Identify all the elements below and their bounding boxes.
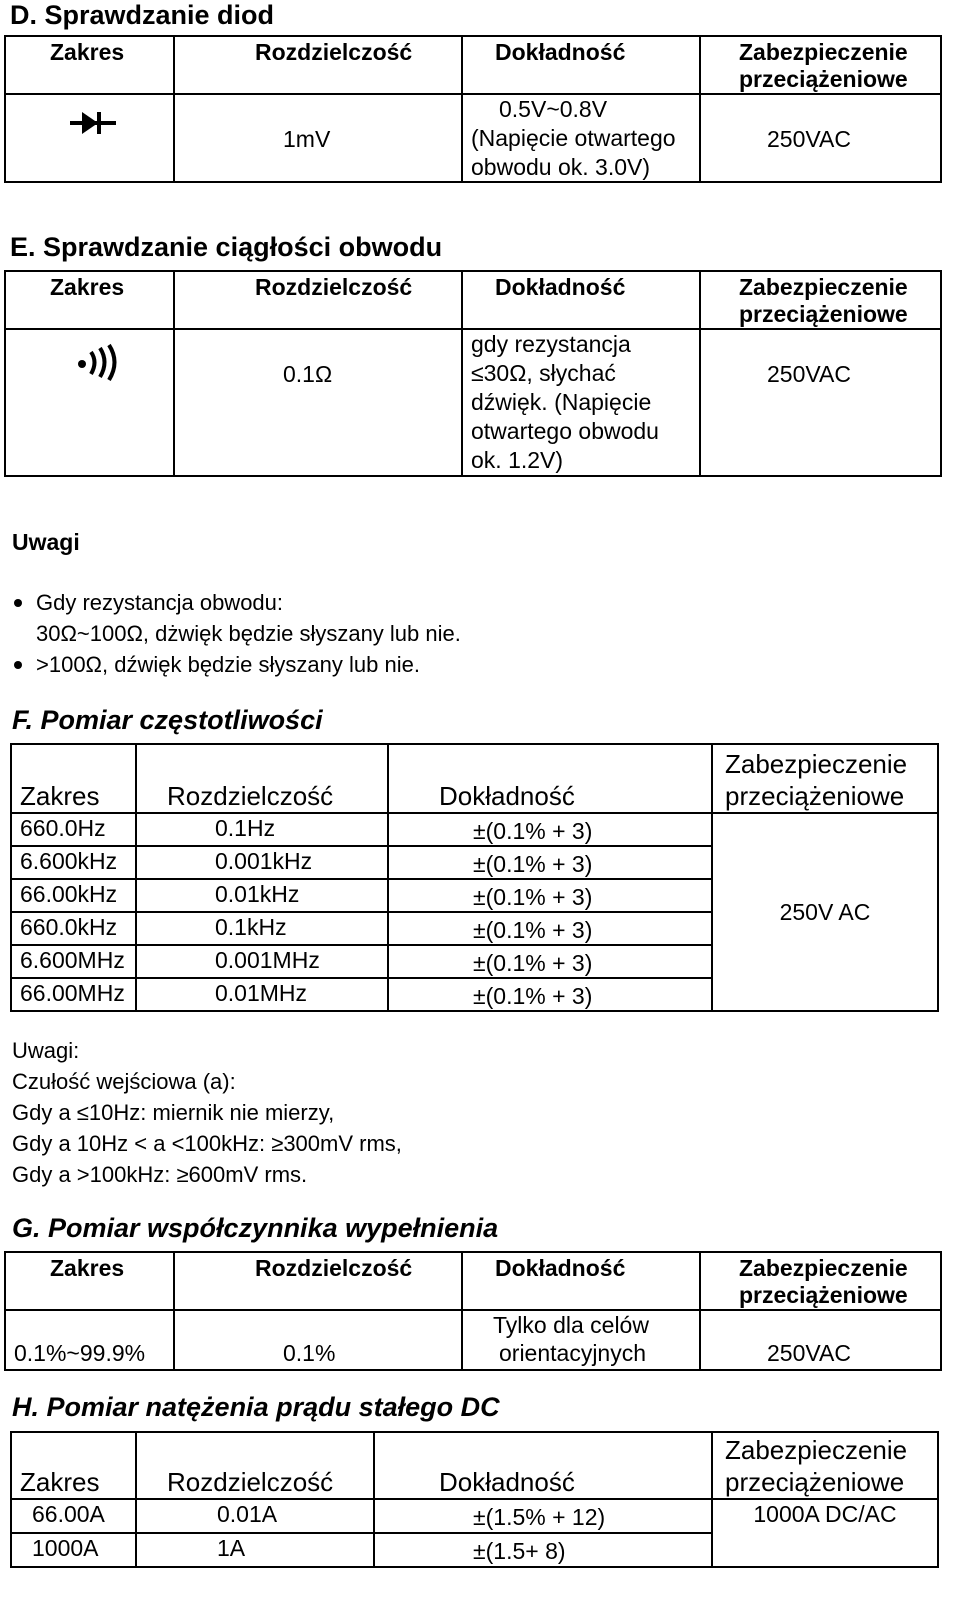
header-protection-2: przeciążeniowe	[739, 1282, 908, 1308]
header-accuracy: Dokładność	[495, 39, 626, 65]
header-protection-2: przeciążeniowe	[739, 66, 908, 92]
header-accuracy: Dokładność	[495, 274, 626, 300]
header-resolution: Rozdzielczość	[255, 39, 413, 65]
continuity-resolution: 0.1Ω	[283, 361, 333, 387]
header-protection: Zabezpieczenie	[725, 749, 908, 779]
diode-icon	[68, 109, 118, 137]
header-range: Zakres	[20, 1467, 100, 1497]
section-g-title: G. Pomiar współczynnika wypełnienia	[12, 1213, 499, 1243]
header-cell	[5, 36, 174, 94]
table-cell	[136, 978, 388, 1011]
notes2-line-5: Gdy a >100kHz: ≥600mV rms.	[12, 1162, 308, 1187]
header-cell	[136, 1432, 374, 1499]
header-accuracy: Dokładność	[439, 1467, 575, 1497]
header-protection: Zabezpieczenie	[739, 39, 908, 65]
header-resolution: Rozdzielczość	[167, 1467, 334, 1497]
table-cell	[712, 1499, 938, 1567]
section-f-title: F. Pomiar częstotliwości	[12, 705, 323, 735]
header-protection-2: przeciążeniowe	[739, 301, 908, 327]
section-e-title: E. Sprawdzanie ciągłości obwodu	[10, 232, 443, 262]
freq-accuracy-6: ±(0.1% + 3)	[473, 983, 593, 1009]
table-row	[11, 1533, 136, 1567]
section-d-title: D. Sprawdzanie diod	[10, 0, 275, 30]
header-cell	[174, 36, 462, 94]
dc-accuracy-1: ±(1.5% + 12)	[473, 1504, 606, 1530]
table-row	[11, 846, 136, 879]
freq-resolution-1: 0.1Hz	[215, 815, 276, 841]
table-cell	[388, 912, 712, 945]
dc-range-2: 1000A	[32, 1535, 99, 1561]
continuity-beeper-icon	[74, 342, 122, 382]
table-cell	[388, 813, 712, 846]
continuity-accuracy-3: dźwięk. (Napięcie	[471, 389, 652, 415]
table-row	[11, 945, 136, 978]
table-cell	[374, 1533, 712, 1567]
header-cell	[462, 36, 700, 94]
header-cell	[712, 1432, 938, 1499]
header-cell	[174, 271, 462, 329]
notes-title: Uwagi	[12, 529, 80, 555]
table-row	[11, 813, 136, 846]
freq-accuracy-5: ±(0.1% + 3)	[473, 950, 593, 976]
freq-resolution-5: 0.001MHz	[215, 947, 320, 973]
header-cell	[700, 36, 941, 94]
continuity-accuracy-1: gdy rezystancja	[471, 331, 631, 357]
range-cell	[5, 94, 174, 182]
header-cell	[712, 744, 938, 813]
bullet-icon	[14, 599, 22, 607]
freq-resolution-3: 0.01kHz	[215, 881, 300, 907]
table-cell	[388, 846, 712, 879]
header-protection: Zabezpieczenie	[725, 1435, 908, 1465]
table-cell	[388, 879, 712, 912]
table-cell	[388, 978, 712, 1011]
header-cell	[5, 271, 174, 329]
table-cell	[136, 879, 388, 912]
freq-accuracy-3: ±(0.1% + 3)	[473, 884, 593, 910]
header-cell	[700, 271, 941, 329]
notes2-line-3: Gdy a ≤10Hz: miernik nie mierzy,	[12, 1100, 335, 1125]
duty-accuracy-2: orientacyjnych	[499, 1340, 647, 1366]
protection-cell	[700, 94, 941, 182]
continuity-accuracy-4: otwartego obwodu	[471, 418, 659, 444]
continuity-protection: 250VAC	[767, 361, 851, 387]
header-resolution: Rozdzielczość	[255, 1255, 413, 1281]
table-cell	[388, 945, 712, 978]
protection-cell	[700, 329, 941, 476]
section-h-title: H. Pomiar natężenia prądu stałego DC	[12, 1392, 500, 1422]
header-cell	[11, 1432, 136, 1499]
header-cell	[5, 1252, 174, 1310]
table-row	[11, 1499, 136, 1533]
freq-range-2: 6.600kHz	[20, 848, 118, 874]
note-2-line-1: >100Ω, dźwięk będzie słyszany lub nie.	[36, 652, 420, 677]
duty-accuracy-1: Tylko dla celów	[493, 1312, 649, 1338]
accuracy-cell	[462, 329, 700, 476]
table-cell	[136, 912, 388, 945]
notes2-line-4: Gdy a 10Hz < a <100kHz: ≥300mV rms,	[12, 1131, 402, 1156]
accuracy-cell	[462, 94, 700, 182]
dc-protection: 1000A DC/AC	[753, 1501, 897, 1527]
header-cell	[700, 1252, 941, 1310]
header-cell	[462, 271, 700, 329]
diode-accuracy-1: 0.5V~0.8V	[499, 96, 608, 122]
accuracy-cell	[462, 1310, 700, 1370]
freq-range-4: 660.0kHz	[20, 914, 118, 940]
header-range: Zakres	[50, 39, 125, 65]
bullet-icon	[14, 661, 22, 669]
header-cell	[136, 744, 388, 813]
dc-accuracy-2: ±(1.5+ 8)	[473, 1538, 566, 1564]
table-row	[11, 879, 136, 912]
table-row	[11, 978, 136, 1011]
frequency-table	[10, 743, 939, 1012]
table-cell	[136, 1533, 374, 1567]
freq-range-3: 66.00kHz	[20, 881, 118, 907]
duty-resolution: 0.1%	[283, 1340, 336, 1366]
table-cell	[374, 1499, 712, 1533]
diode-accuracy-2: (Napięcie otwartego	[471, 125, 676, 151]
header-resolution: Rozdzielczość	[167, 781, 334, 811]
continuity-table	[4, 270, 942, 477]
header-accuracy: Dokładność	[495, 1255, 626, 1281]
header-protection: Zabezpieczenie	[739, 274, 908, 300]
diode-accuracy-3: obwodu ok. 3.0V)	[471, 154, 651, 180]
resolution-cell	[174, 94, 462, 182]
header-range: Zakres	[50, 274, 125, 300]
continuity-accuracy-5: ok. 1.2V)	[471, 447, 564, 473]
freq-resolution-6: 0.01MHz	[215, 980, 308, 1006]
diode-resolution: 1mV	[283, 126, 331, 152]
dc-resolution-1: 0.01A	[217, 1501, 278, 1527]
header-resolution: Rozdzielczość	[255, 274, 413, 300]
diode-table	[4, 35, 942, 183]
note-1-line-1: Gdy rezystancja obwodu:	[36, 590, 284, 615]
duty-range: 0.1%~99.9%	[14, 1340, 146, 1366]
dc-current-table	[10, 1431, 939, 1568]
table-row	[11, 912, 136, 945]
continuity-accuracy-2: ≤30Ω, słychać	[471, 360, 616, 386]
freq-range-6: 66.00MHz	[20, 980, 125, 1006]
table-cell	[136, 1499, 374, 1533]
table-cell	[136, 846, 388, 879]
range-cell	[5, 1310, 174, 1370]
header-range: Zakres	[50, 1255, 125, 1281]
dc-range-1: 66.00A	[32, 1501, 105, 1527]
freq-range-1: 660.0Hz	[20, 815, 106, 841]
header-protection: Zabezpieczenie	[739, 1255, 908, 1281]
header-accuracy: Dokładność	[439, 781, 575, 811]
resolution-cell	[174, 329, 462, 476]
freq-range-5: 6.600MHz	[20, 947, 125, 973]
header-cell	[174, 1252, 462, 1310]
header-cell	[11, 744, 136, 813]
notes2-line-2: Czułość wejściowa (a):	[12, 1069, 236, 1094]
table-cell	[136, 945, 388, 978]
freq-accuracy-2: ±(0.1% + 3)	[473, 851, 593, 877]
duty-cycle-table	[4, 1251, 942, 1371]
diode-protection: 250VAC	[767, 126, 851, 152]
freq-resolution-2: 0.001kHz	[215, 848, 313, 874]
freq-accuracy-4: ±(0.1% + 3)	[473, 917, 593, 943]
note-1-line-2: 30Ω~100Ω, dżwięk będzie słyszany lub nie.	[36, 621, 461, 646]
notes2-line-1: Uwagi:	[12, 1038, 80, 1063]
duty-protection: 250VAC	[767, 1340, 851, 1366]
dc-resolution-2: 1A	[217, 1535, 246, 1561]
freq-protection: 250V AC	[779, 898, 871, 925]
resolution-cell	[174, 1310, 462, 1370]
header-protection-2: przeciążeniowe	[725, 781, 905, 811]
header-cell	[388, 744, 712, 813]
table-cell	[136, 813, 388, 846]
header-protection-2: przeciążeniowe	[725, 1467, 905, 1497]
range-cell	[5, 329, 174, 476]
header-range: Zakres	[20, 781, 100, 811]
freq-accuracy-1: ±(0.1% + 3)	[473, 818, 593, 844]
header-cell	[374, 1432, 712, 1499]
protection-cell	[700, 1310, 941, 1370]
table-cell	[712, 813, 938, 1011]
header-cell	[462, 1252, 700, 1310]
freq-resolution-4: 0.1kHz	[215, 914, 287, 940]
